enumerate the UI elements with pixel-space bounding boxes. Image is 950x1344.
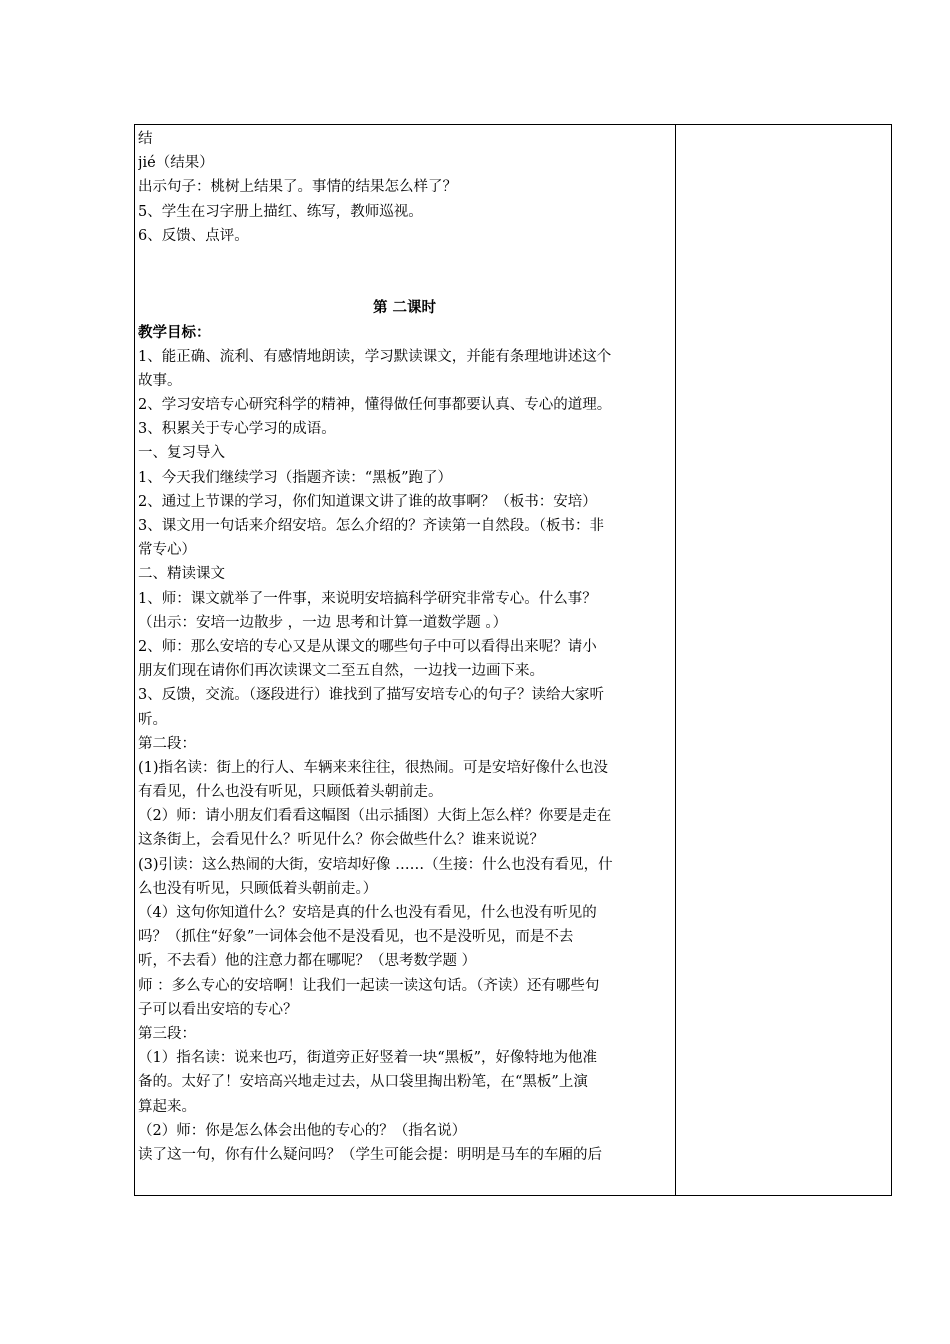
text-line: 有看见，什么也没有听见，只顾低着头朝前走。	[138, 784, 443, 801]
text-line: 3、积累关于专心学习的成语。	[138, 421, 336, 438]
blank-line	[138, 272, 671, 296]
notes-cell	[676, 125, 891, 1195]
text-line: （4）这句你知道什么？安培是真的什么也没有看见，什么也没有听见的	[138, 905, 597, 921]
text-line: 师 ：多么专心的安培啊！让我们一起读一读这句话。（齐读）还有哪些句	[138, 977, 600, 994]
text-line: 6、反馈、点评。	[138, 227, 249, 244]
text-line: 1、今天我们继续学习（指题齐读：“黑板”跑了）	[138, 469, 453, 486]
text-line: 出示句子：桃树上结果了。事情的结果怎么样了？	[138, 179, 457, 196]
text-line: 第二段：	[138, 735, 196, 752]
text-line: 这条街上，会看见什么？听见什么？你会做些什么？谁来说说？	[138, 832, 544, 849]
lesson-content-cell	[138, 127, 671, 1167]
text-line: 2、师：那么安培的专心又是从课文的哪些句子中可以看得出来呢？请小	[138, 638, 597, 655]
text-line: 听。	[138, 711, 167, 728]
text-line: 么也没有听见，只顾低着头朝前走。）	[138, 880, 378, 897]
text-line: 一、复习导入	[138, 445, 225, 462]
text-line: 朋友们现在请你们再次读课文二至五自然，一边找一边画下来。	[138, 663, 544, 680]
text-line: (3)引读：这么热闹的大街，安培却好像 ……（生接：什么也没有看见，什	[138, 856, 613, 873]
lesson-plan-table	[134, 124, 892, 1196]
text-line: 5、学生在习字册上描红、练写，教师巡视。	[138, 203, 423, 220]
text-line: 1、能正确、流利、有感情地朗读，学习默读课文，并能有条理地讲述这个	[138, 348, 612, 365]
text-line: (1)指名读：街上的行人、车辆来来往往，很热闹。可是安培好像什么也没	[138, 759, 609, 776]
text-line: 2、通过上节课的学习，你们知道课文讲了谁的故事啊？（板书：安培）	[138, 493, 597, 510]
text-line: 二、精读课文	[138, 566, 225, 583]
text-line: （1）指名读：说来也巧，街道旁正好竖着一块“黑板”，好像特地为他准	[138, 1050, 598, 1067]
text-line: 结	[138, 131, 153, 147]
text-line: 3、反馈，交流。（逐段进行）谁找到了描写安培专心的句子？读给大家听	[138, 687, 604, 704]
text-line: 子可以看出安培的专心？	[138, 1001, 298, 1018]
text-line: 2、学习安培专心研究科学的精神，懂得做任何事都要认真、专心的道理。	[138, 397, 612, 414]
text-line: 1、师：课文就举了一件事，来说明安培搞科学研究非常专心。什么事？	[138, 590, 597, 607]
text-line: 备的。太好了！安培高兴地走过去，从口袋里掏出粉笔，在“黑板”上演	[138, 1074, 588, 1091]
text-line: 算起来。	[138, 1098, 196, 1115]
text-line: 故事。	[138, 372, 182, 389]
text-line: jié（结果）	[138, 155, 214, 172]
text-line: 吗？（抓住“好象”一词体会他不是没看见，也不是没听见，而是不去	[138, 929, 574, 946]
text-line: 第三段：	[138, 1025, 196, 1042]
objectives-heading: 教学目标：	[138, 323, 211, 341]
text-line: 读了这一句，你有什么疑问吗？（学生可能会提：明明是马车的车厢的后	[138, 1146, 602, 1163]
text-line: 听，不去看）他的注意力都在哪呢？（思考数学题 ）	[138, 953, 477, 970]
text-line: （出示：安培一边散步 ，一边 思考和计算一道数学题 。）	[138, 614, 508, 631]
section-heading: 第 二课时	[372, 299, 437, 317]
text-line: 3、课文用一句话来介绍安培。怎么介绍的？齐读第一自然段。（板书：非	[138, 518, 604, 534]
text-line: （2）师：你是怎么体会出他的专心的？（指名说）	[138, 1122, 467, 1139]
text-line: （2）师：请小朋友们看看这幅图（出示插图）大街上怎么样？你要是走在	[138, 808, 612, 825]
blank-line	[138, 248, 671, 272]
text-line: 常专心）	[138, 542, 196, 559]
